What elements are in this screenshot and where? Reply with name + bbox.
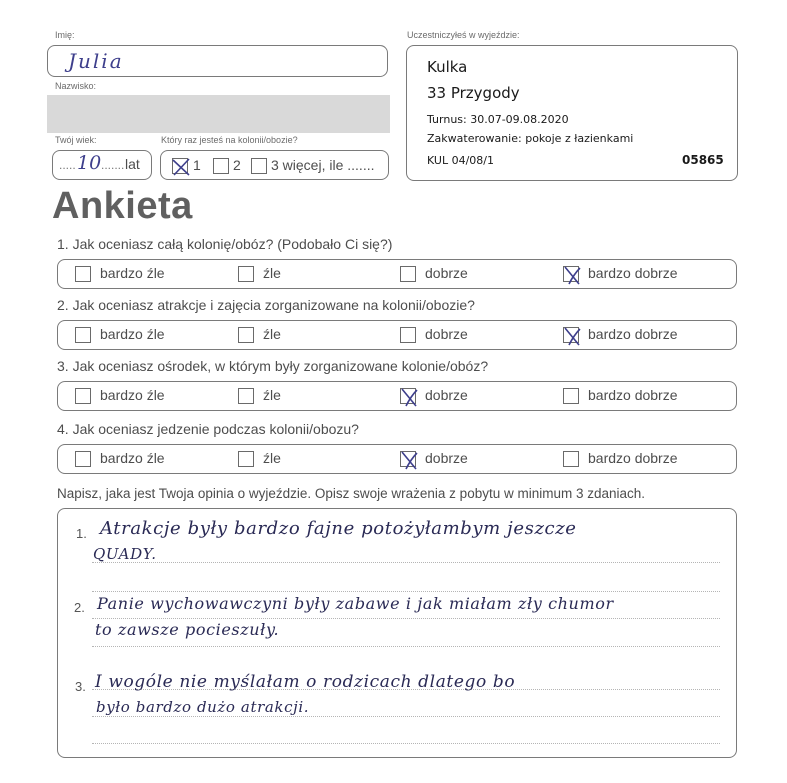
question-1-option-3: dobrze <box>425 265 468 281</box>
camp-name: Kulka <box>427 58 468 76</box>
answer-1-line-2: QUADY. <box>93 545 157 563</box>
age-suffix: lat <box>125 156 140 172</box>
answer-rule <box>92 562 720 563</box>
question-2-checkbox-3[interactable] <box>400 327 416 343</box>
answer-rule <box>92 591 720 592</box>
age-label: Twój wiek: <box>55 135 97 145</box>
name-field[interactable] <box>47 45 388 77</box>
question-2-option-3: dobrze <box>425 326 468 342</box>
question-3-text: 3. Jak oceniasz ośrodek, w którym były zorganizowane kolonie/obóz? <box>57 358 489 374</box>
question-4-text: 4. Jak oceniasz jedzenie podczas kolonii/obozu? <box>57 421 359 437</box>
visit-checkbox-2[interactable] <box>213 158 229 174</box>
opinion-prompt: Napisz, jaka jest Twoja opinia o wyjeździe. Opisz swoje wrażenia z pobytu w minimum 3 zdaniach. <box>57 486 646 501</box>
question-2-checkbox-2[interactable] <box>238 327 254 343</box>
page-title: Ankieta <box>52 185 193 227</box>
check-mark-icon <box>399 450 419 470</box>
age-dots-after: ....... <box>101 158 125 172</box>
camp-info-box <box>406 45 738 181</box>
check-mark-icon <box>562 326 582 346</box>
camp-label: Uczestniczyłeś w wyjeździe: <box>407 30 520 40</box>
age-dots: ..... <box>59 158 76 172</box>
question-3-option-1: bardzo źle <box>100 387 165 403</box>
visit-option-2: 2 <box>233 157 241 173</box>
visit-count-label: Który raz jesteś na kolonii/obozie? <box>161 135 298 145</box>
question-3-checkbox-4[interactable] <box>563 388 579 404</box>
question-4-option-4: bardzo dobrze <box>588 450 678 466</box>
visit-checkbox-1[interactable] <box>172 158 188 174</box>
visit-option-3: 3 więcej, ile ....... <box>271 157 375 173</box>
question-4-checkbox-4[interactable] <box>563 451 579 467</box>
question-3-option-3: dobrze <box>425 387 468 403</box>
question-3-checkbox-2[interactable] <box>238 388 254 404</box>
camp-code: KUL 04/08/1 <box>427 154 494 167</box>
question-4-checkbox-1[interactable] <box>75 451 91 467</box>
question-3-checkbox-3[interactable] <box>400 388 416 404</box>
question-3-checkbox-1[interactable] <box>75 388 91 404</box>
check-mark-icon <box>399 387 419 407</box>
camp-lodging: Zakwaterowanie: pokoje z łazienkami <box>427 132 634 145</box>
question-2-option-4: bardzo dobrze <box>588 326 678 342</box>
question-1-option-4: bardzo dobrze <box>588 265 678 281</box>
visit-checkbox-3[interactable] <box>251 158 267 174</box>
answer-3-line-1: I wogóle nie myślałam o rodzicach dlatego bo <box>95 672 516 692</box>
age-field[interactable] <box>52 150 152 180</box>
visit-option-1: 1 <box>193 157 201 173</box>
answer-3-line-2: było bardzo dużo atrakcji. <box>96 698 310 716</box>
camp-program: 33 Przygody <box>427 84 520 102</box>
answer-rule <box>92 743 720 744</box>
answer-number-3: 3. <box>75 679 86 694</box>
question-1-checkbox-3[interactable] <box>400 266 416 282</box>
camp-number: 05865 <box>682 153 724 167</box>
surname-label: Nazwisko: <box>55 81 97 91</box>
question-2-option-1: bardzo źle <box>100 326 165 342</box>
answer-number-2: 2. <box>74 600 85 615</box>
check-mark-icon <box>562 265 582 285</box>
answer-rule <box>92 646 720 647</box>
answer-rule <box>92 716 720 717</box>
question-2-text: 2. Jak oceniasz atrakcje i zajęcia zorganizowane na kolonii/obozie? <box>57 297 475 313</box>
answer-2-line-1: Panie wychowawczyni były zabawe i jak miałam zły chumor <box>97 594 614 613</box>
answer-2-line-2: to zawsze pocieszuły. <box>95 620 280 639</box>
answer-number-1: 1. <box>76 526 87 541</box>
check-mark-icon <box>171 157 191 177</box>
question-4-option-1: bardzo źle <box>100 450 165 466</box>
age-value: 10 <box>77 152 102 174</box>
question-4-option-3: dobrze <box>425 450 468 466</box>
answer-rule <box>92 618 720 619</box>
question-3-option-4: bardzo dobrze <box>588 387 678 403</box>
question-1-text: 1. Jak oceniasz całą kolonię/obóz? (Podobało Ci się?) <box>57 236 393 252</box>
visit-count-field <box>160 150 389 180</box>
question-1-checkbox-4[interactable] <box>563 266 579 282</box>
question-2-checkbox-1[interactable] <box>75 327 91 343</box>
question-4-option-2: źle <box>263 450 281 466</box>
camp-turnus: Turnus: 30.07-09.08.2020 <box>427 113 569 126</box>
question-1-option-1: bardzo źle <box>100 265 165 281</box>
surname-redaction <box>47 95 390 133</box>
name-value: Julia <box>68 49 124 73</box>
answer-1-line-1: Atrakcje były bardzo fajne potożyłambym jeszcze <box>100 518 577 539</box>
question-1-checkbox-1[interactable] <box>75 266 91 282</box>
name-label: Imię: <box>55 30 75 40</box>
question-1-option-2: źle <box>263 265 281 281</box>
question-4-checkbox-3[interactable] <box>400 451 416 467</box>
question-2-option-2: źle <box>263 326 281 342</box>
question-4-checkbox-2[interactable] <box>238 451 254 467</box>
question-3-option-2: źle <box>263 387 281 403</box>
question-1-checkbox-2[interactable] <box>238 266 254 282</box>
question-2-checkbox-4[interactable] <box>563 327 579 343</box>
